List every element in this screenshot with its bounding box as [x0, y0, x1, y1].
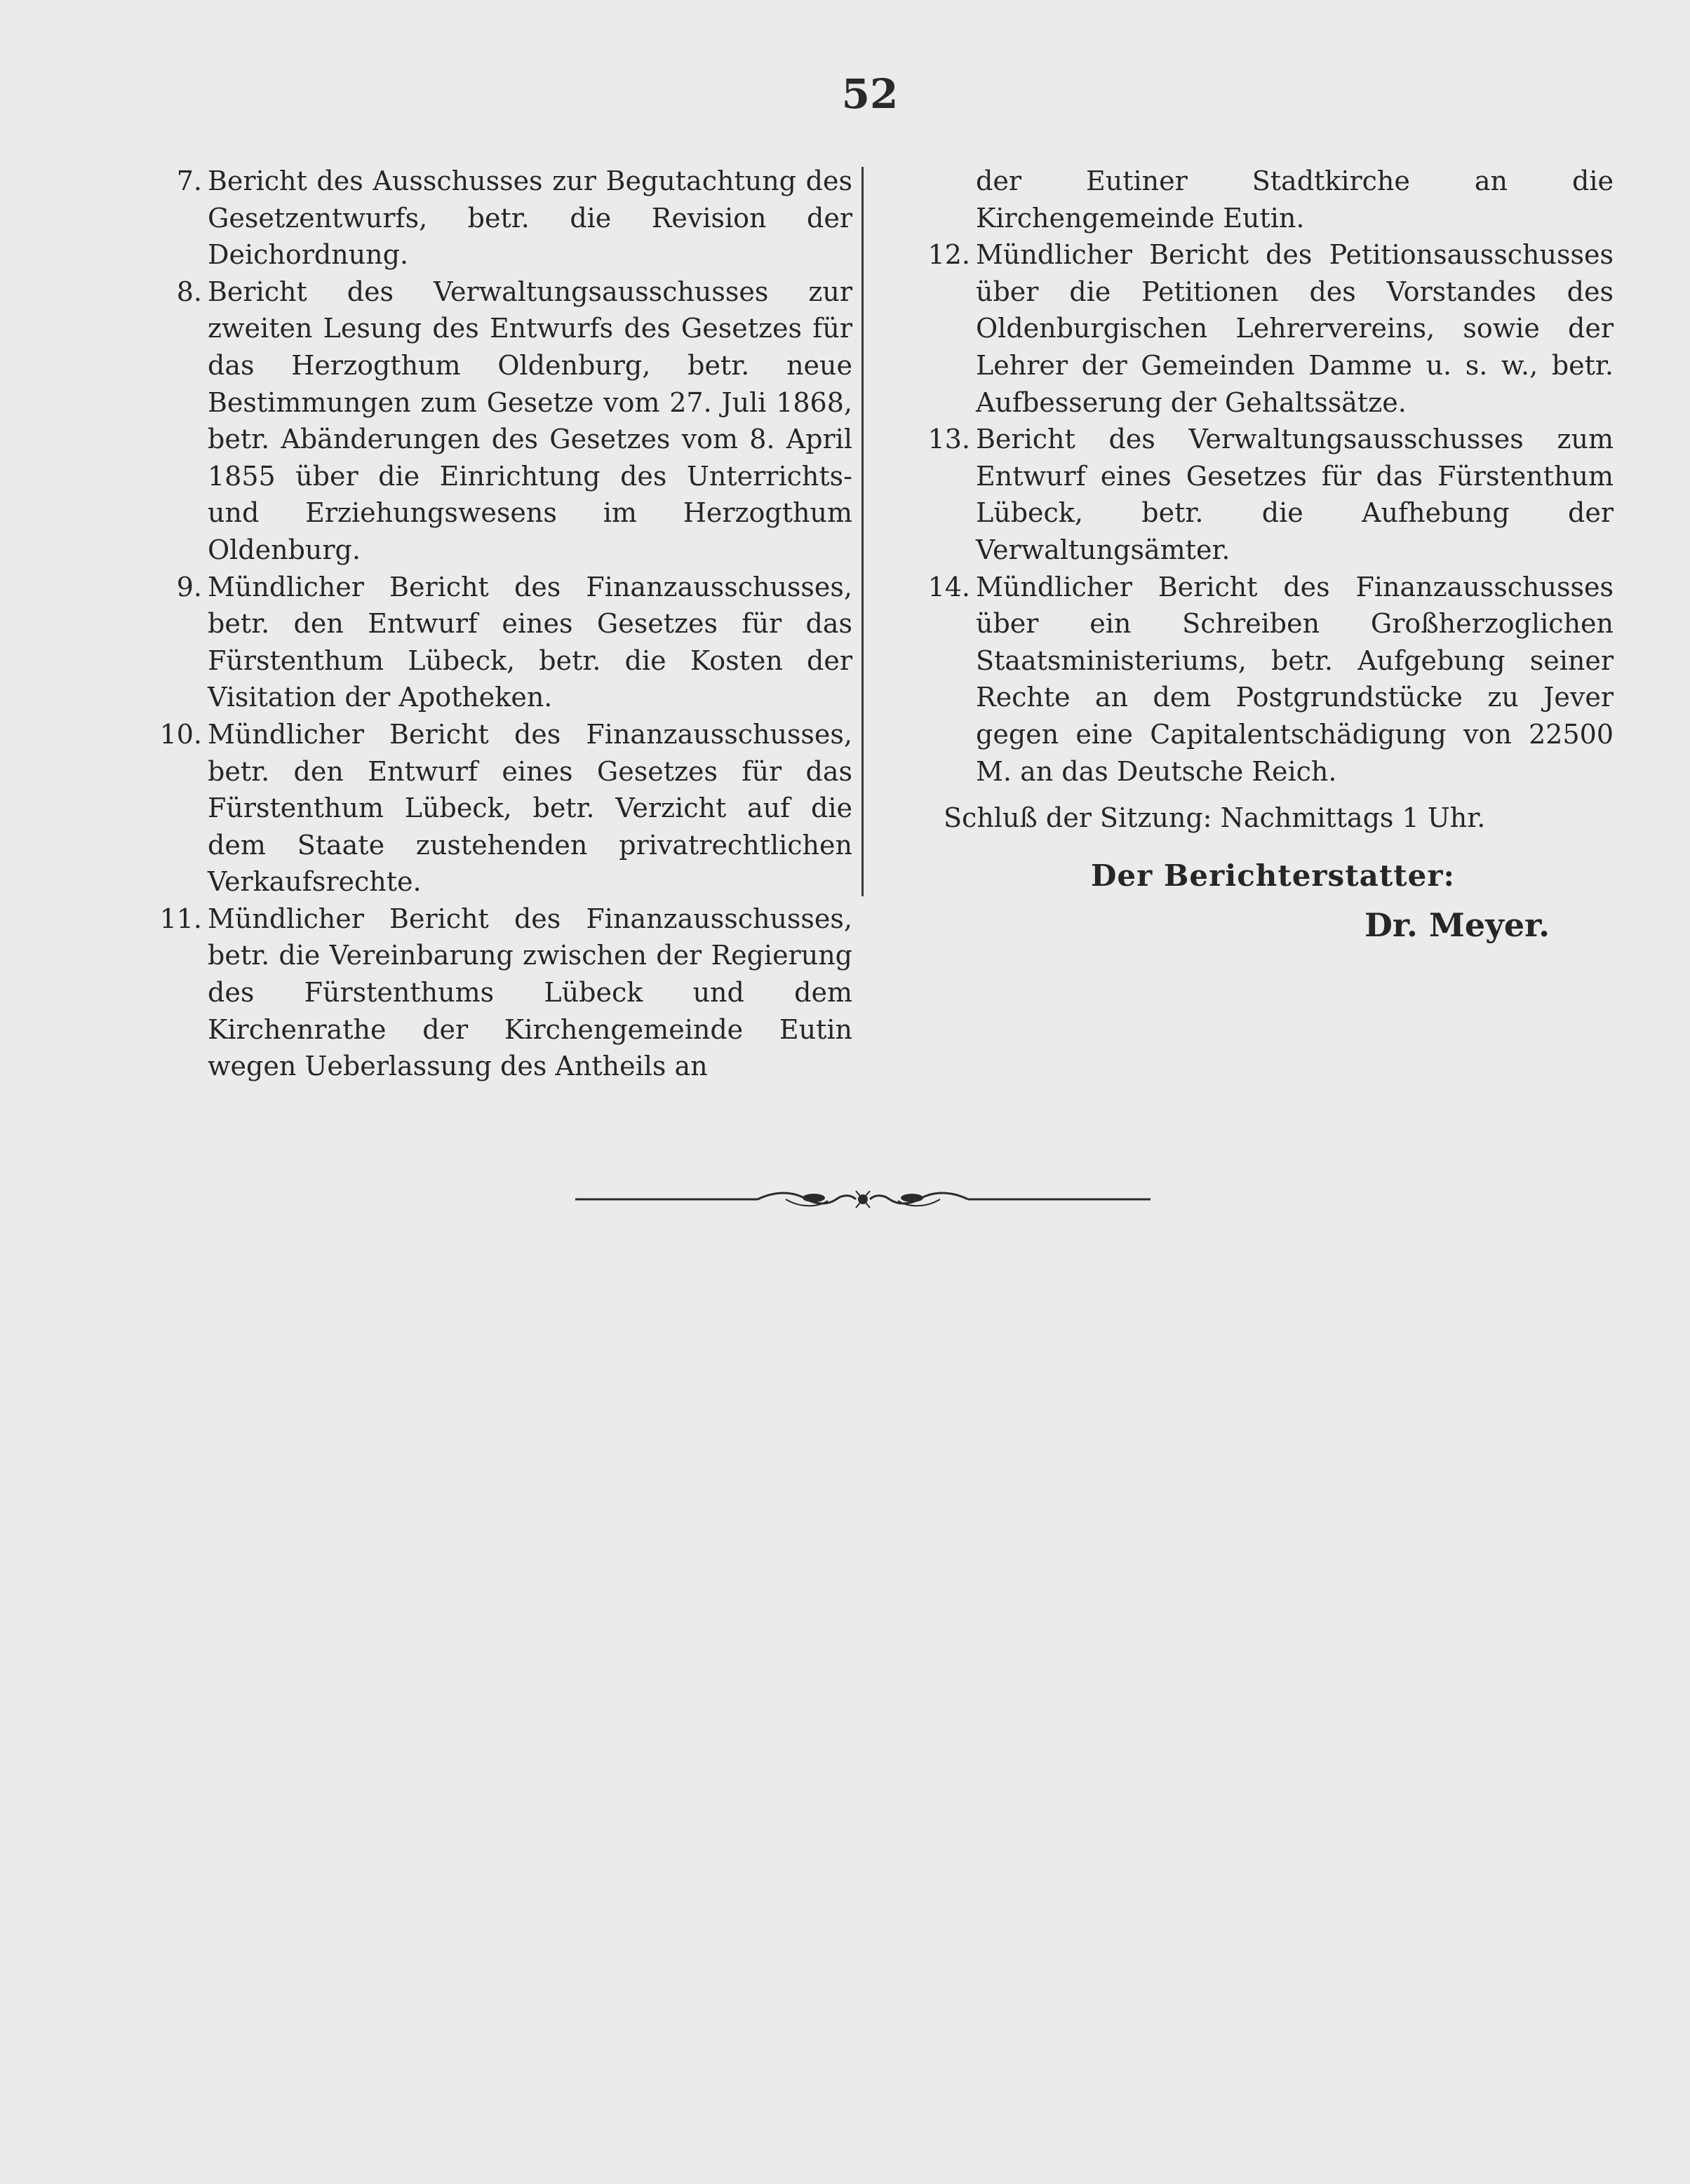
item-text: Mündlicher Bericht des Finanzausschusses, betr. die Vereinbarung zwischen der Regierung des Fürstenthums Lübeck und dem Kirchenrathe der Kirchengemeinde Eutin wegen Ueberlassung des Antheils an [208, 903, 852, 1082]
agenda-item-11 [147, 901, 852, 1085]
item-text: Bericht des Ausschusses zur Begutachtung des Gesetzentwurfs, betr. die Revision der Deichordnung. [208, 166, 852, 271]
agenda-item-8 [147, 274, 852, 569]
item-text: Mündlicher Bericht des Petitionsausschusses über die Petitionen des Vorstandes des Oldenburgischen Lehrervereins, sowie der Lehrer der Gemeinden Damme u. s. w., betr. Aufbesserung der Gehaltssätze. [976, 239, 1614, 418]
agenda-item-12 [916, 236, 1614, 421]
agenda-item-13 [916, 421, 1614, 568]
item-text: Mündlicher Bericht des Finanzausschusses über ein Schreiben Großherzoglichen Staatsministeriums, betr. Aufgebung seiner Rechte an dem Postgrundstücke zu Jever gegen eine Capitalentschädigung von 22500 M. an das Deutsche Reich. [976, 571, 1614, 787]
agenda-item-9 [147, 569, 852, 716]
agenda-item-14 [916, 569, 1614, 790]
item-text: Mündlicher Bericht des Finanzausschusses, betr. den Entwurf eines Gesetzes für das Fürstenthum Lübeck, betr. Verzicht auf die dem Staate zustehenden privatrechtlichen Verkaufsrechte. [208, 718, 852, 898]
agenda-item-10 [147, 716, 852, 901]
signature-label: Der Berichterstatter: [1091, 858, 1455, 893]
item-number: 9. [176, 571, 202, 602]
signature-name: Dr. Meyer. [1364, 906, 1550, 945]
item-number: 12. [927, 239, 970, 271]
item-number: 8. [176, 276, 202, 307]
item-11-continuation: der Eutiner Stadtkirche an die Kirchengemeinde Eutin. [976, 166, 1614, 234]
item-number: 7. [176, 166, 202, 196]
item-number: 13. [927, 424, 970, 455]
item-text: Bericht des Verwaltungsausschusses zur zweiten Lesung des Entwurfs des Gesetzes für das Herzogthum Oldenburg, betr. neue Bestimmungen zum Gesetze vom 27. Juli 1868, betr. Abänderungen des Gesetzes vom 8. April 1855 über die Einrichtung des Unterrichts- und Erziehungswesens im Herzogthum Oldenburg. [208, 276, 852, 565]
item-text: Mündlicher Bericht des Finanzausschusses, betr. den Entwurf eines Gesetzes für das Fürstenthum Lübeck, betr. die Kosten der Visitation der Apotheken. [208, 571, 852, 713]
right-column [916, 163, 1614, 944]
agenda-item-7 [147, 163, 852, 274]
column-divider [861, 167, 864, 896]
page-number: 52 [841, 70, 899, 118]
item-number: 10. [159, 718, 202, 750]
item-text: Bericht des Verwaltungsausschusses zum Entwurf eines Gesetzes für das Fürstenthum Lübeck, betr. die Aufhebung der Verwaltungsämter. [976, 424, 1614, 565]
item-number: 14. [927, 571, 970, 602]
ornament-divider-icon [575, 1185, 1151, 1213]
left-column [147, 163, 852, 1085]
item-number: 11. [159, 903, 202, 934]
session-closing: Schluß der Sitzung: Nachmittags 1 Uhr. [944, 802, 1486, 834]
